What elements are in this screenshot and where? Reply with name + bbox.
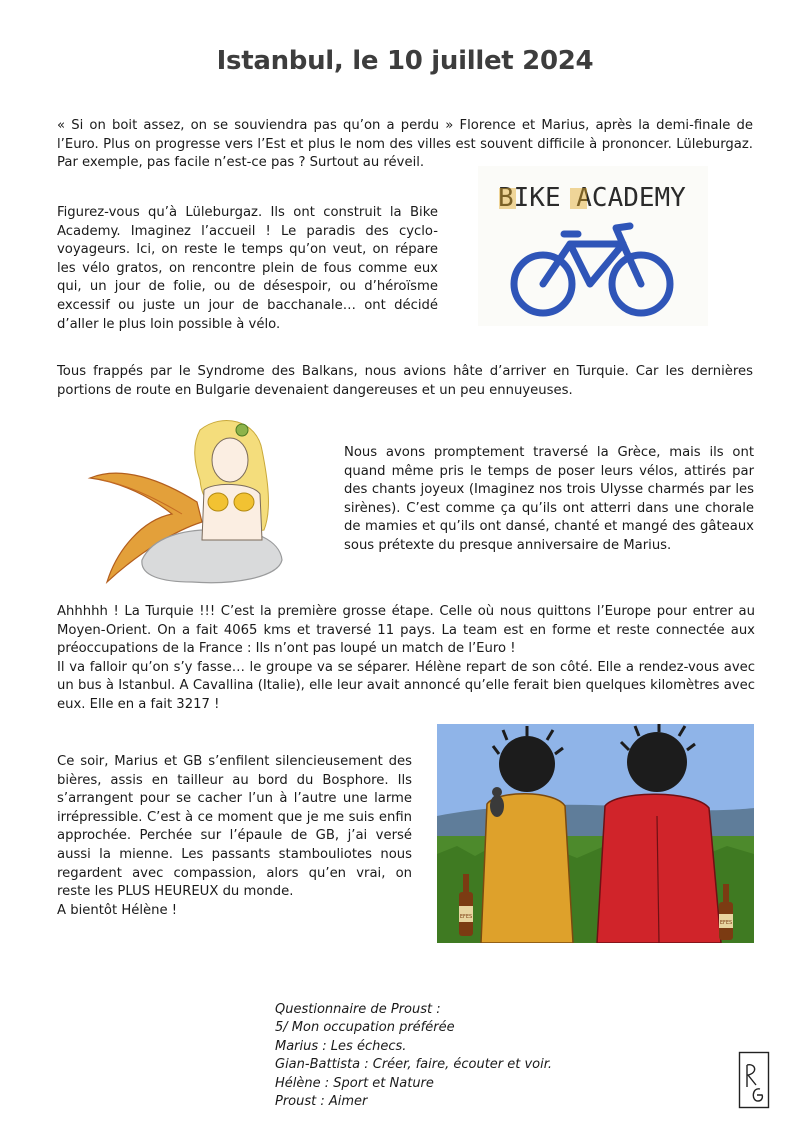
bosphore-illustration: [437, 724, 754, 943]
answer-proust: Proust : Aimer: [275, 1094, 368, 1110]
beer-label-right: EFES: [719, 920, 733, 926]
proust-questionnaire: [275, 1001, 552, 1111]
paragraph-intro: « Si on boit assez, on se souviendra pas qu’on a perdu » Florence et Marius, après la demi-finale de l’Euro. Plus on progresse vers l’Est et plus le nom des villes est souvent difficile à prononcer. Lüleburgaz. Par exemple, pas facile n’est-ce pas ? Surtout au réveil.: [57, 118, 753, 171]
questionnaire-item: 5/ Mon occupation préférée: [275, 1020, 455, 1036]
questionnaire-heading: Questionnaire de Proust :: [275, 1002, 441, 1017]
paragraph-turquie: [57, 603, 755, 715]
answer-helene: Hélène : Sport et Nature: [275, 1075, 434, 1091]
signature-logo: [738, 1051, 770, 1109]
paragraph-greece: Nous avons promptement traversé la Grèce, mais ils ont quand même pris le temps de poser leurs vélos, attirés par des chants joyeux (Imaginez nos trois Ulysse charmés par les sirènes). C’est comme ça qu’ils ont atterri dans une chorale de mamies et qu’ils ont dansé, chanté et mangé des gâteaux sous prétexte du presque anniversaire de Marius.: [344, 445, 754, 553]
paragraph-turquie-part2: Il va falloir qu’on s’y fasse… le groupe va se séparer. Hélène repart de son côté. Elle a rendez-vous avec un bus à Istanbul. A Cavallina (Italie), elle leur avait annoncé qu’elle ferait bien quelques kilomètres avec eux. Elle en a fait 3217 !: [57, 659, 755, 712]
beer-label-left: EFES: [459, 914, 473, 920]
paragraph-bike-academy: Figurez-vous qu’à Lüleburgaz. Ils ont construit la Bike Academy. Imaginez l’accueil ! Le paradis des cyclo-voyageurs. Ici, on reste le temps qu’on veut, on répare les vélo gratos, on rencontre plein de fous comme eux qui, un jour de folie, ou de désespoir, ou d’héroïsme excessif ou juste un jour de bacchanale… ont décidé d’aller le plus loin possible à vélo.: [57, 205, 438, 332]
bike-academy-illustration: [478, 166, 708, 326]
signoff-text: A bientôt Hélène !: [57, 902, 178, 918]
answer-marius: Marius : Les échecs.: [275, 1038, 407, 1054]
siren-illustration: [82, 410, 292, 588]
answer-gian-battista: Gian-Battista : Créer, faire, écouter et voir.: [275, 1057, 553, 1073]
paragraph-bosphore-text: Ce soir, Marius et GB s’enfilent silencieusement des bières, assis en tailleur au bord du Bosphore. Ils s’arrangent pour se cacher l’un à l’autre une larme irrépressible. C’est à ce moment que je me suis enfin approchée. Perchée sur l’épaule de GB, j’ai versé aussi la mienne. Les passants stambouliotes nous regardent avec compassion, alors qu’en vrai, on reste les PLUS HEUREUX du monde.: [57, 754, 412, 900]
paragraph-turquie-part1: Ahhhhh ! La Turquie !!! C’est la première grosse étape. Celle où nous quittons l’Europe pour entrer au Moyen-Orient. On a fait 4065 kms et traversé 11 pays. La team est en forme et reste connectée aux préoccupations de la France : Ils n’ont pas loupé un match de l’Euro !: [57, 604, 755, 657]
paragraph-balkans: Tous frappés par le Syndrome des Balkans, nous avions hâte d’arriver en Turquie. Car les dernières portions de route en Bulgarie devenaient dangereuses et un peu ennuyeuses.: [57, 364, 753, 398]
bike-academy-logo-text: BIKE ACADEMY: [498, 183, 686, 213]
paragraph-bosphore: [57, 753, 412, 920]
page-title: Istanbul, le 10 juillet 2024: [216, 46, 594, 76]
